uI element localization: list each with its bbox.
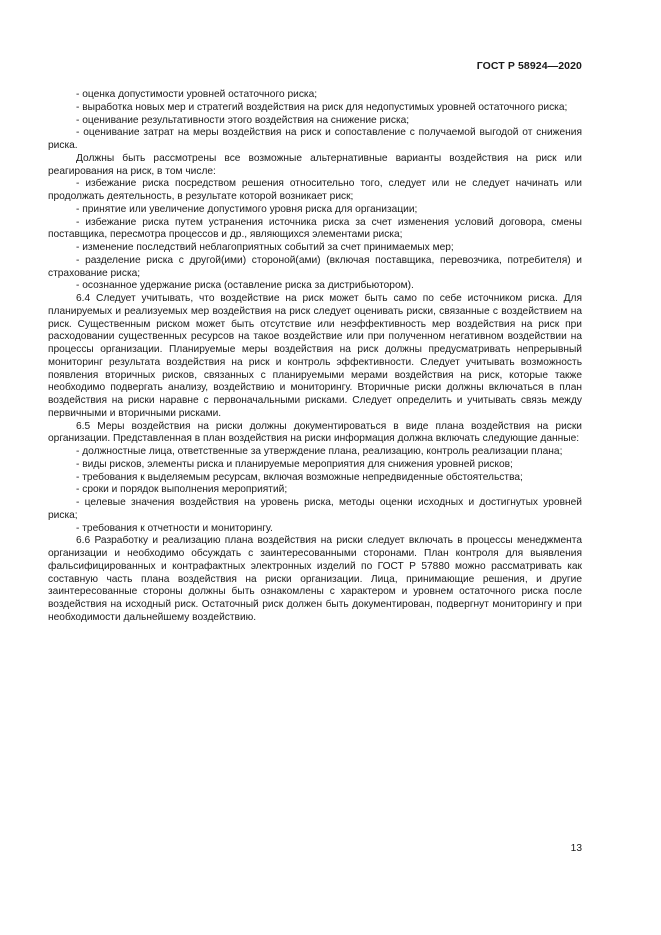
list-item: - избежание риска путем устранения источника риска за счет изменения условий договора, смены поставщика, пересмотра процессов и др., являющихся элементами риска; [48,217,582,243]
list-item: - требования к отчетности и мониторингу. [48,523,582,536]
paragraph: 6.5 Меры воздействия на риски должны документироваться в виде плана воздействия на риски организации. Представленная в план воздействия на риски информация должна включать следующие данные: [48,420,582,445]
list-item: - оценивание результативности этого воздействия на снижение риска; [48,115,582,128]
list-item: - должностные лица, ответственные за утверждение плана, реализацию, контроль реализации плана; [48,446,582,459]
list-item: - осознанное удержание риска (оставление риска за дистрибьютором). [48,280,582,293]
document-body [48,89,582,625]
document-code: ГОСТ Р 58924—2020 [476,60,582,72]
list-item: - требования к выделяемым ресурсам, включая возможные непредвиденные обстоятельства; [48,472,582,485]
list-item: - оценивание затрат на меры воздействия на риск и сопоставление с получаемой выгодой от снижения риска. [48,127,582,153]
list-item: - принятие или увеличение допустимого уровня риска для организации; [48,204,582,217]
paragraph: Должны быть рассмотрены все возможные альтернативные варианты воздействия на риск или реагирования на риск, в том числе: [48,152,582,177]
list-item: - оценка допустимости уровней остаточного риска; [48,89,582,102]
list-item: - сроки и порядок выполнения мероприятий; [48,484,582,497]
list-item: - виды рисков, элементы риска и планируемые мероприятия для снижения уровней рисков; [48,459,582,472]
list-item: - изменение последствий неблагоприятных событий за счет принимаемых мер; [48,242,582,255]
list-item: - выработка новых мер и стратегий воздействия на риск для недопустимых уровней остаточного риска; [48,102,582,115]
list-item: - избежание риска посредством решения относительно того, следует или не следует начинать или продолжать деятельность, в результате которой возникает риск; [48,178,582,204]
list-item: - разделение риска с другой(ими) стороной(ами) (включая поставщика, перевозчика, потребителя) и страхование риска; [48,255,582,281]
paragraph: 6.4 Следует учитывать, что воздействие на риск может быть само по себе источником риска. Для планируемых и реализуемых мер воздействия на риск следует оценивать риски, связанные с воздействием на риск. Существенным риском может быть отсутствие или неэффективность мер воздействия на риск при расходовании существенных ресурсов на такое воздействие или при полученном негативном воздействии на процессы организации. Планируемые меры воздействия на риск должны предусматривать непрерывный мониторинг результата воздействия на риск и контроль эффективности. Следует учитывать возможность появления вторичных рисков, связанных с планируемыми мерами воздействия на риск, которые также необходимо подвергать анализу, воздействию и мониторингу. Вторичные риски должны включаться в план воздействия на риски наравне с первоначальными рисками. Следует определить и учитывать связь между первичными и вторичными рисками. [48,293,582,419]
list-item: - целевые значения воздействия на уровень риска, методы оценки исходных и достигнутых уровней риска; [48,497,582,523]
paragraph: 6.6 Разработку и реализацию плана воздействия на риски следует включать в процессы менеджмента организации и необходимо обсуждать с заинтересованными сторонами. План контроля для выявления фальсифицированных и контрафактных электронных изделий по ГОСТ Р 57880 можно рассматривать как составную часть плана воздействия на риски организации. Лица, принимающие решения, и другие заинтересованные стороны должны быть ознакомлены с характером и уровнем остаточного риска после воздействия на исходный риск. Остаточный риск должен быть документирован, подвергнут мониторингу и при необходимости дальнейшему воздействию. [48,535,582,623]
page-number: 13 [570,843,582,854]
